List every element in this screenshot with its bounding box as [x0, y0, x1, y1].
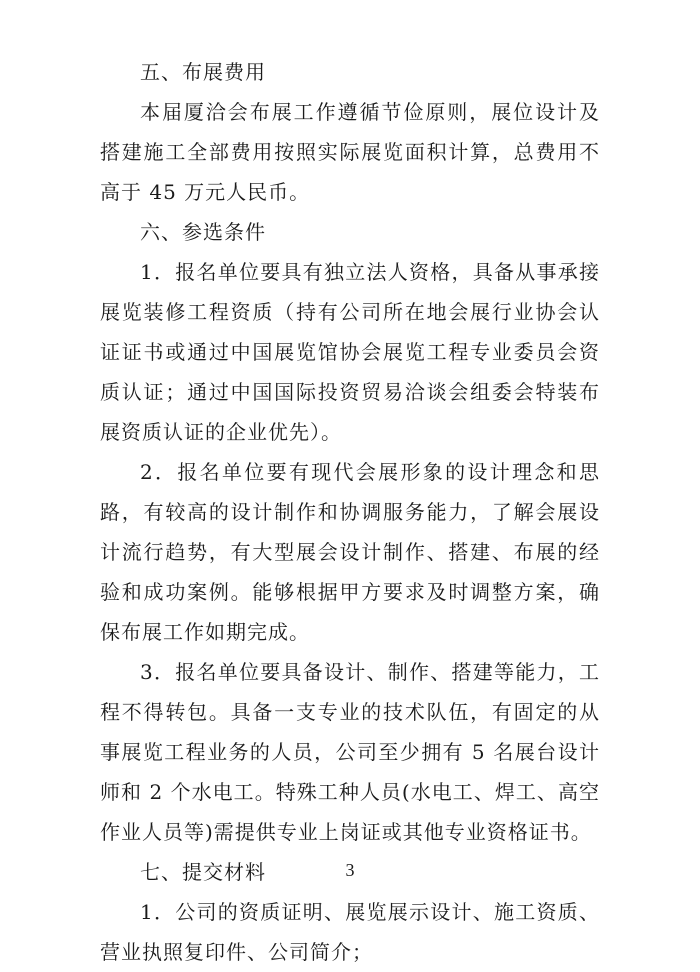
paragraph: 1．公司的资质证明、展览展示设计、施工资质、营业执照复印件、公司简介；	[100, 900, 600, 964]
page-number: 3	[345, 860, 355, 880]
section-heading: 七、提交材料	[140, 860, 266, 884]
paragraph: 2．报名单位要有现代会展形象的设计理念和思路，有较高的设计制作和协调服务能力，了解会展设计流行趋势，有大型展会设计制作、搭建、布展的经验和成功案例。能够根据甲方要求及时调整方案，确保布展工作如期完成。	[100, 460, 600, 644]
section-heading: 五、布展费用	[140, 60, 266, 84]
section-eligibility	[100, 212, 600, 852]
section-budget	[100, 52, 600, 212]
section-heading: 六、参选条件	[140, 220, 266, 244]
document-body	[100, 52, 600, 972]
paragraph: 本届厦洽会布展工作遵循节俭原则，展位设计及搭建施工全部费用按照实际展览面积计算，总费用不高于 45 万元人民币。	[100, 100, 600, 204]
paragraph: 1．报名单位要具有独立法人资格，具备从事承接展览装修工程资质（持有公司所在地会展行业协会认证证书或通过中国展览馆协会展览工程专业委员会资质认证；通过中国国际投资贸易洽谈会组委会特装布展资质认证的企业优先）。	[100, 260, 600, 444]
paragraph: 3．报名单位要具备设计、制作、搭建等能力，工程不得转包。具备一支专业的技术队伍，有固定的从事展览工程业务的人员，公司至少拥有 5 名展台设计师和 2 个水电工。特殊工种人员(水电工、焊工、高空作业人员等)需提供专业上岗证或其他专业资格证书。	[100, 660, 600, 844]
